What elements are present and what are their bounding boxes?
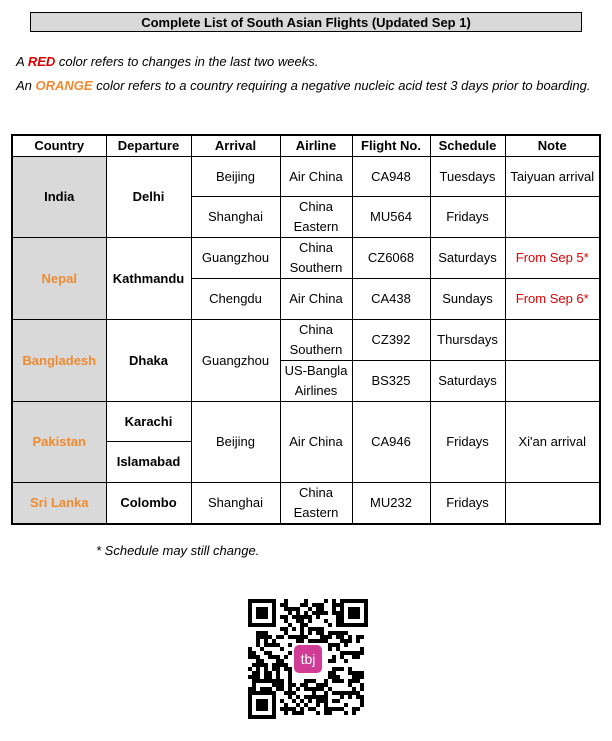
header-departure: Departure — [106, 135, 191, 157]
airline-cell: China Southern — [280, 238, 352, 279]
country-bangladesh: Bangladesh — [12, 320, 106, 402]
table-row — [12, 320, 600, 361]
header-airline: Airline — [280, 135, 352, 157]
flight-cell: CA948 — [352, 157, 430, 197]
legend-orange-suffix: color refers to a country requiring a negative nucleic acid test 3 days prior to boarding. — [96, 78, 591, 93]
departure-colombo: Colombo — [106, 483, 191, 525]
country-india: India — [12, 157, 106, 238]
schedule-cell: Fridays — [430, 197, 505, 238]
legend-red-prefix: A — [16, 54, 25, 69]
note-cell: Xi'an arrival — [505, 402, 600, 483]
flight-cell: CZ6068 — [352, 238, 430, 279]
note-cell: From Sep 6* — [505, 279, 600, 320]
schedule-cell: Fridays — [430, 483, 505, 525]
airline-cell: China Eastern — [280, 483, 352, 525]
page-title: Complete List of South Asian Flights (Updated Sep 1) — [30, 12, 582, 32]
note-cell — [505, 483, 600, 525]
flight-cell: CZ392 — [352, 320, 430, 361]
legend-red-suffix: color refers to changes in the last two weeks. — [58, 54, 319, 69]
departure-islamabad: Islamabad — [106, 442, 191, 483]
arrival-cell: Shanghai — [191, 483, 280, 525]
header-flight-no: Flight No. — [352, 135, 430, 157]
departure-kathmandu: Kathmandu — [106, 238, 191, 320]
departure-dhaka: Dhaka — [106, 320, 191, 402]
flight-cell: MU564 — [352, 197, 430, 238]
schedule-cell: Sundays — [430, 279, 505, 320]
airline-cell: US-Bangla Airlines — [280, 361, 352, 402]
qr-logo-text: tbj — [300, 651, 316, 667]
note-cell: From Sep 5* — [505, 238, 600, 279]
airline-cell: China Southern — [280, 320, 352, 361]
note-cell — [505, 197, 600, 238]
arrival-cell: Guangzhou — [191, 320, 280, 402]
schedule-cell: Thursdays — [430, 320, 505, 361]
flight-cell: BS325 — [352, 361, 430, 402]
footnote: * Schedule may still change. — [96, 543, 260, 558]
header-arrival: Arrival — [191, 135, 280, 157]
flight-cell: MU232 — [352, 483, 430, 525]
table-row — [12, 238, 600, 279]
header-schedule: Schedule — [430, 135, 505, 157]
country-sri-lanka: Sri Lanka — [12, 483, 106, 525]
note-cell: Taiyuan arrival — [505, 157, 600, 197]
header-note: Note — [505, 135, 600, 157]
country-nepal: Nepal — [12, 238, 106, 320]
table-row — [12, 483, 600, 525]
note-cell — [505, 361, 600, 402]
arrival-cell: Guangzhou — [191, 238, 280, 279]
flight-cell: CA946 — [352, 402, 430, 483]
departure-delhi: Delhi — [106, 157, 191, 238]
arrival-cell: Beijing — [191, 402, 280, 483]
schedule-cell: Saturdays — [430, 238, 505, 279]
legend-orange-word: ORANGE — [35, 78, 93, 93]
table-header-row — [12, 135, 600, 157]
legend-red-word: RED — [27, 54, 56, 69]
note-cell — [505, 320, 600, 361]
header-country: Country — [12, 135, 106, 157]
legend-orange-prefix: An — [16, 78, 32, 93]
departure-karachi: Karachi — [106, 402, 191, 442]
arrival-cell: Chengdu — [191, 279, 280, 320]
qr-code-icon — [246, 597, 370, 721]
airline-cell: Air China — [280, 157, 352, 197]
airline-cell: Air China — [280, 279, 352, 320]
flight-cell: CA438 — [352, 279, 430, 320]
flights-table — [11, 134, 601, 525]
schedule-cell: Saturdays — [430, 361, 505, 402]
table-row — [12, 157, 600, 197]
table-row — [12, 402, 600, 442]
schedule-cell: Fridays — [430, 402, 505, 483]
country-pakistan: Pakistan — [12, 402, 106, 483]
legend-red — [16, 52, 591, 72]
schedule-cell: Tuesdays — [430, 157, 505, 197]
arrival-cell: Shanghai — [191, 197, 280, 238]
airline-cell: China Eastern — [280, 197, 352, 238]
airline-cell: Air China — [280, 402, 352, 483]
legend-orange — [16, 76, 591, 96]
arrival-cell: Beijing — [191, 157, 280, 197]
